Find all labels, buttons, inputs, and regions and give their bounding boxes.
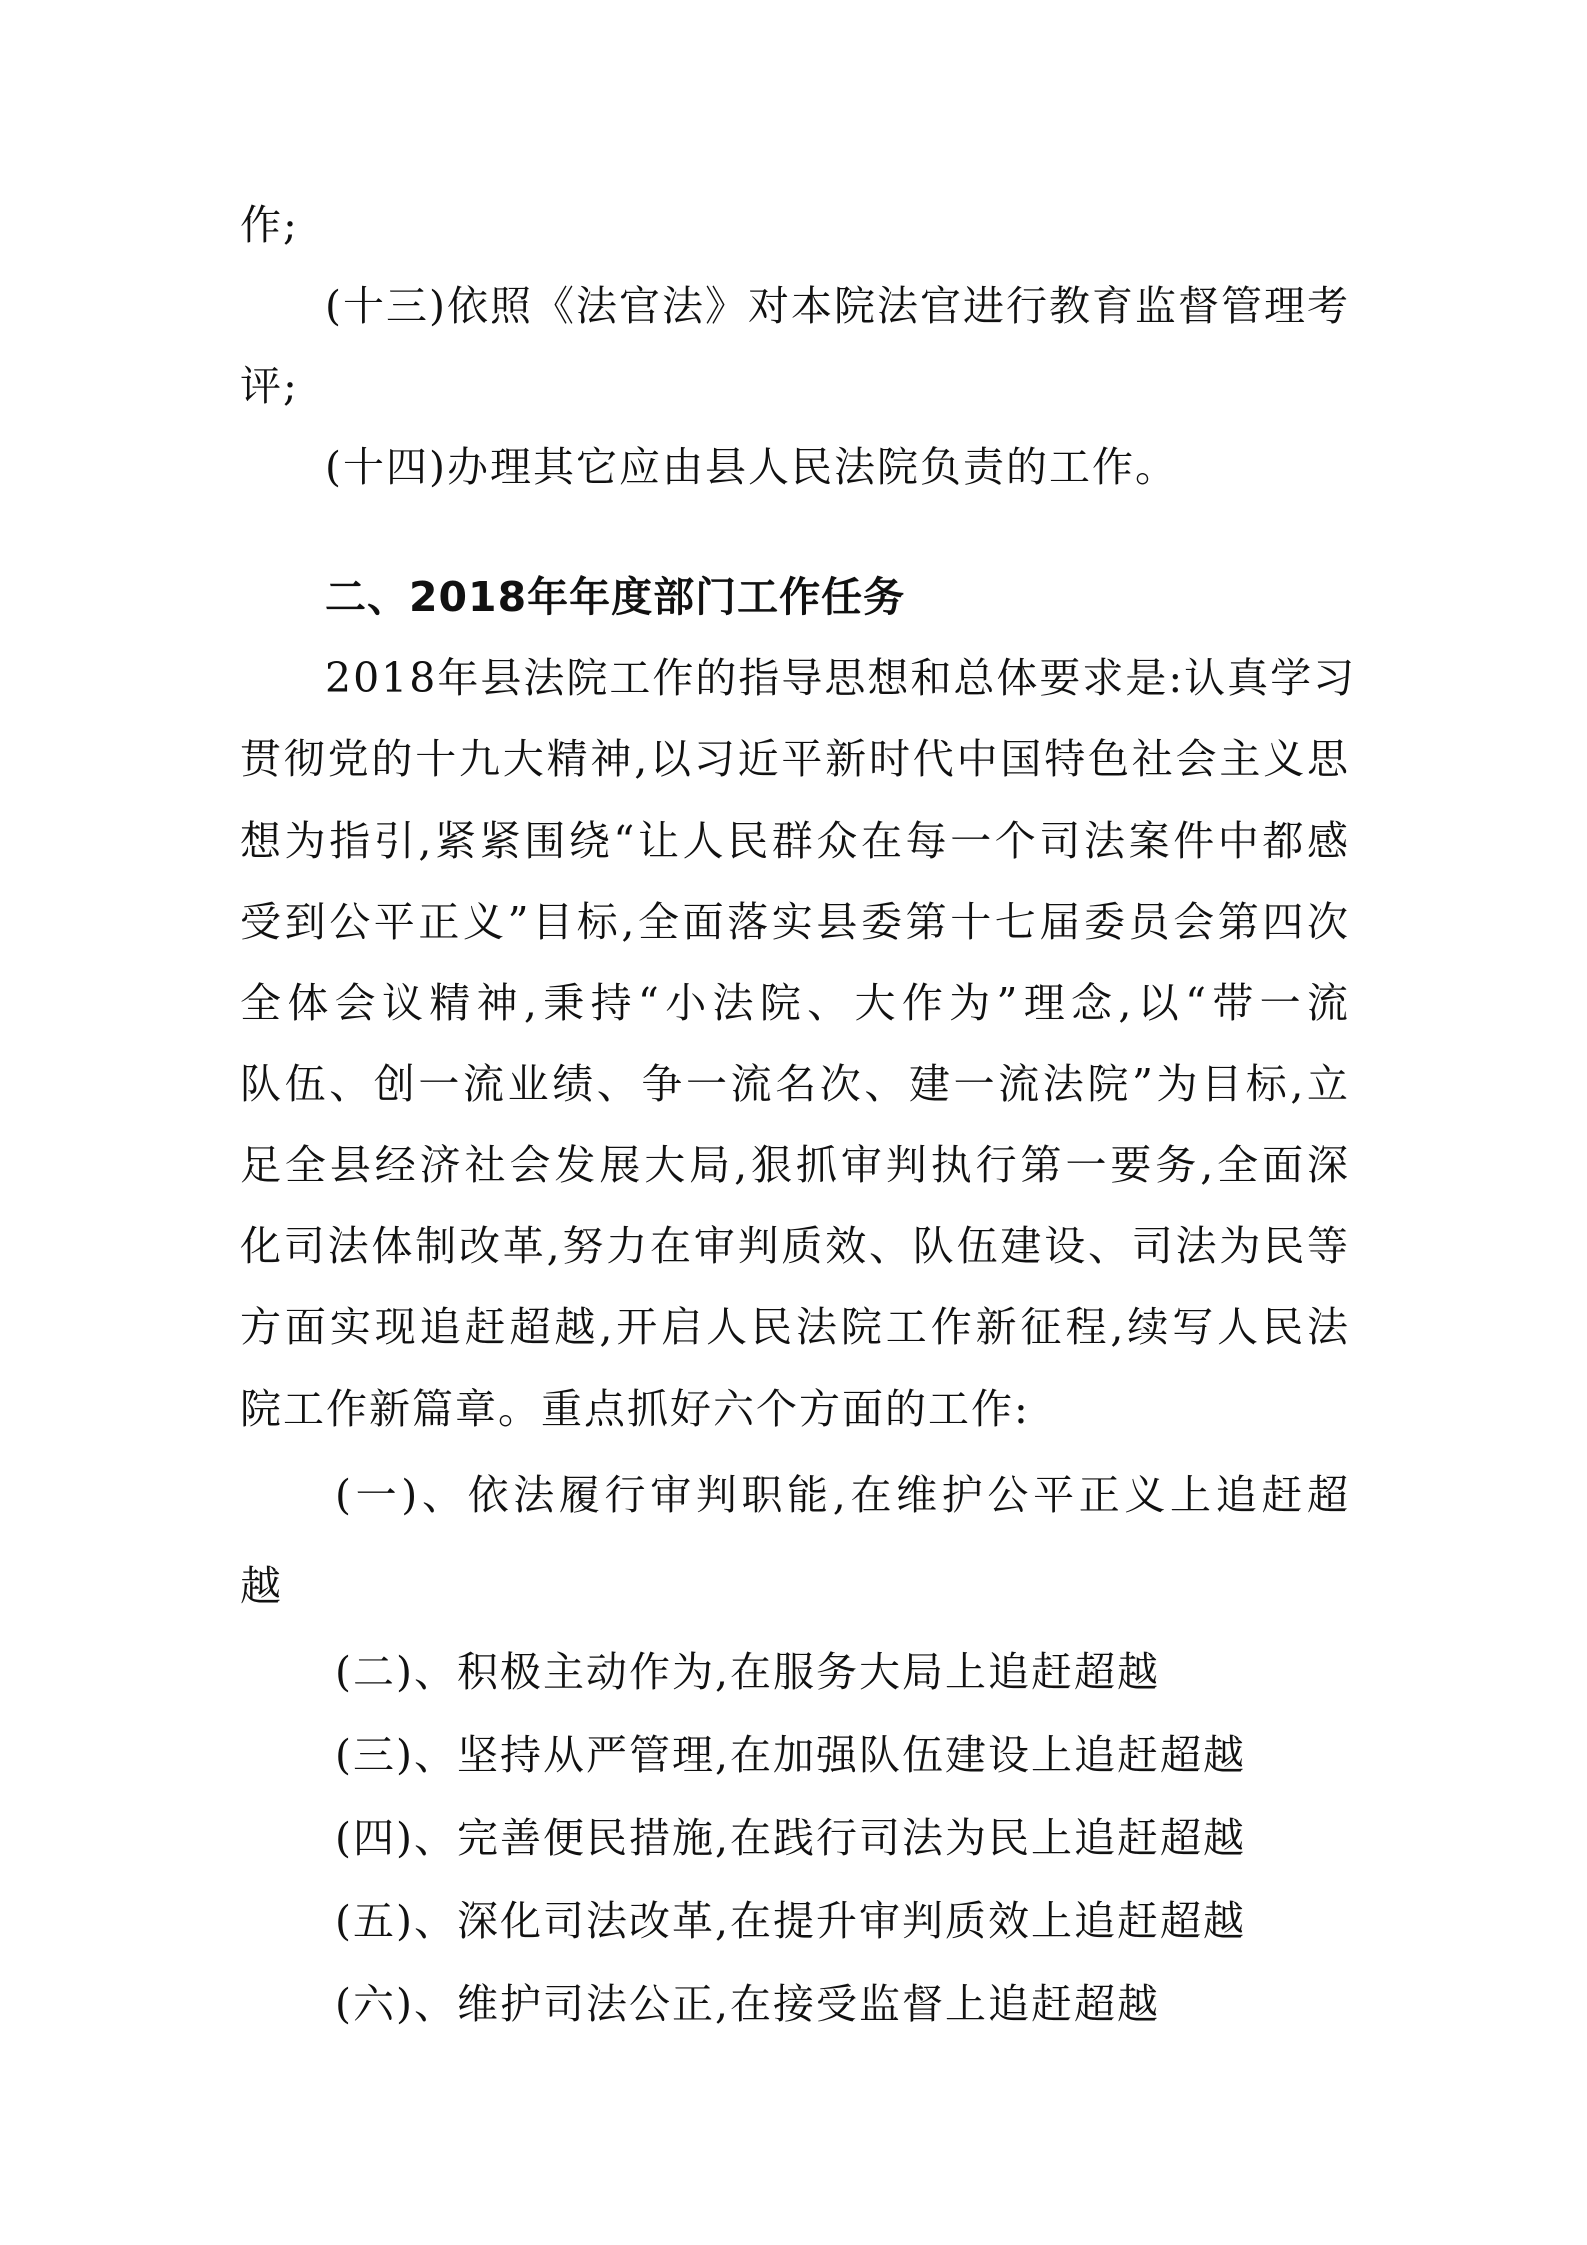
intro-line-8: 化司法体制改革,努力在审判质效、队伍建设、司法为民等 <box>240 1222 1350 1270</box>
intro-line-6: 队伍、创一流业绩、争一流名次、建一流法院”为目标,立 <box>240 1060 1350 1108</box>
task-6: (六)、维护司法公正,在接受监督上追赶超越 <box>335 1980 1161 2028</box>
task-1-line-2: 越 <box>240 1562 283 1610</box>
carryover-line: 作; <box>240 201 299 249</box>
task-3: (三)、坚持从严管理,在加强队伍建设上追赶超越 <box>335 1731 1247 1779</box>
intro-line-7: 足全县经济社会发展大局,狠抓审判执行第一要务,全面深 <box>240 1141 1350 1189</box>
intro-line-9: 方面实现追赶超越,开启人民法院工作新征程,续写人民法 <box>240 1303 1350 1351</box>
task-4: (四)、完善便民措施,在践行司法为民上追赶超越 <box>335 1814 1247 1862</box>
intro-line-2: 贯彻党的十九大精神,以习近平新时代中国特色社会主义思 <box>240 735 1350 783</box>
intro-line-1: 2018年县法院工作的指导思想和总体要求是:认真学习 <box>325 654 1357 702</box>
intro-line-4: 受到公平正义”目标,全面落实县委第十七届委员会第四次 <box>240 898 1350 946</box>
item-13-line-1: (十三)依照《法官法》对本院法官进行教育监督管理考 <box>325 282 1350 330</box>
section-heading: 二、2018年年度部门工作任务 <box>325 573 906 621</box>
intro-line-3: 想为指引,紧紧围绕“让人民群众在每一个司法案件中都感 <box>240 817 1350 865</box>
task-2: (二)、积极主动作为,在服务大局上追赶超越 <box>335 1648 1161 1696</box>
intro-line-10: 院工作新篇章。重点抓好六个方面的工作: <box>240 1385 1030 1433</box>
intro-line-5: 全体会议精神,秉持“小法院、大作为”理念,以“带一流 <box>240 979 1350 1027</box>
item-14: (十四)办理其它应由县人民法院负责的工作。 <box>325 443 1178 491</box>
item-13-line-2: 评; <box>240 362 299 410</box>
task-5: (五)、深化司法改革,在提升审判质效上追赶超越 <box>335 1897 1247 1945</box>
task-1-line-1: (一)、依法履行审判职能,在维护公平正义上追赶超 <box>335 1471 1350 1519</box>
